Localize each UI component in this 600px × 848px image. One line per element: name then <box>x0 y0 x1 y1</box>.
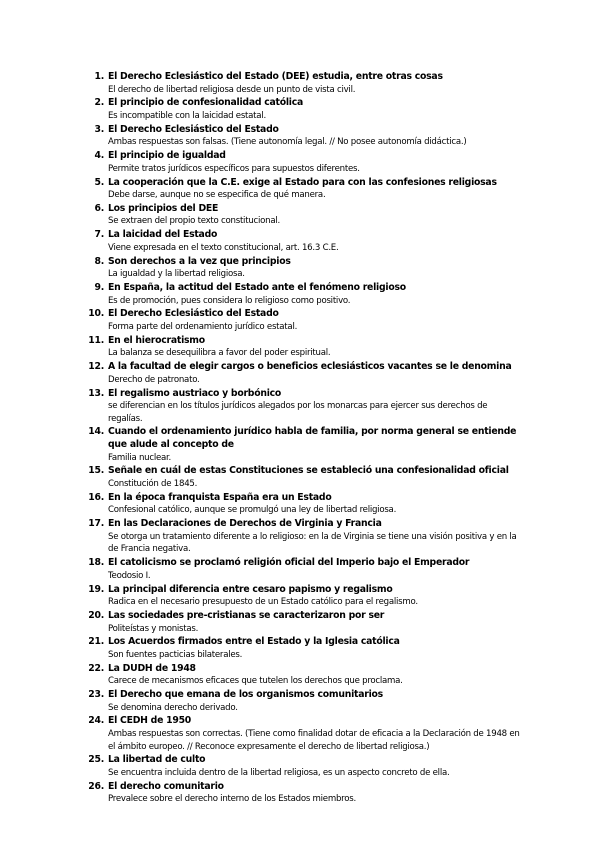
answer-text: Ambas respuestas son correctas. (Tiene como finalidad dotar de eficacia a la Declaración de 1948 en el ámbito europeo. // Reconoce expresamente el derecho de libertad religiosa.) <box>108 729 520 752</box>
answer-text: Se encuentra incluida dentro de la libertad religiosa, es un aspecto concreto de ella. <box>108 767 450 778</box>
answer-text: Se extraen del propio texto constitucional. <box>108 216 280 227</box>
item-number: 7. <box>94 229 104 241</box>
item-number: 24. <box>88 715 104 727</box>
list-item <box>82 689 520 714</box>
list-item <box>82 388 520 426</box>
question-text: Cuando el ordenamiento jurídico habla de familia, por norma general se entiende que alude al concepto de <box>108 426 517 451</box>
answer-text: Viene expresada en el texto constitucional, art. 16.3 C.E. <box>108 242 339 253</box>
question-text: La DUDH de 1948 <box>108 662 196 674</box>
item-number: 18. <box>88 557 104 569</box>
item-number: 19. <box>88 583 104 595</box>
answer-text: Ambas respuestas son falsas. (Tiene autonomía legal. // No posee autonomía didáctica.) <box>108 137 467 148</box>
answer-text: se diferencian en los títulos jurídicos alegados por los monarcas para ejercer sus derechos de regalías. <box>108 401 488 424</box>
question-text: El principio de confesionalidad católica <box>108 97 304 109</box>
list-item <box>82 781 520 806</box>
answer-text: Derecho de patronato. <box>108 374 200 385</box>
item-number: 22. <box>88 662 104 674</box>
list-item <box>82 282 520 307</box>
question-text: En la época franquista España era un Estado <box>108 491 332 503</box>
list-item <box>82 518 520 556</box>
question-text: El Derecho Eclesiástico del Estado <box>108 123 279 135</box>
question-text: En el hierocratismo <box>108 334 205 346</box>
question-text: En España, la actitud del Estado ante el fenómeno religioso <box>108 282 406 293</box>
item-number: 20. <box>88 609 104 621</box>
list-item <box>82 203 520 228</box>
item-number: 15. <box>88 465 104 477</box>
answer-text: Familia nuclear. <box>108 452 171 463</box>
answer-text: Se otorga un tratamiento diferente a lo religioso: en la de Virginia se tiene una visión positiva y en la de Francia negativa. <box>108 531 517 555</box>
list-item <box>82 256 520 281</box>
item-number: 26. <box>88 780 104 792</box>
question-text: El principio de igualdad <box>108 150 226 162</box>
question-text: El regalismo austriaco y borbónico <box>108 387 282 399</box>
question-text: A la facultad de elegir cargos o beneficios eclesiásticos vacantes se le denomina <box>108 361 512 373</box>
question-text: El catolicismo se proclamó religión oficial del Imperio bajo el Emperador <box>108 557 470 569</box>
answer-text: Confesional católico, aunque se promulgó una ley de libertad religiosa. <box>108 505 397 516</box>
question-text: La libertad de culto <box>108 754 206 766</box>
answer-text: Carece de mecanismos eficaces que tutelen los derechos que proclama. <box>108 676 403 687</box>
question-text: Las sociedades pre-cristianas se caracterizaron por ser <box>108 609 385 621</box>
item-number: 5. <box>94 176 104 188</box>
item-number: 6. <box>94 202 104 214</box>
question-text: La principal diferencia entre cesaro papismo y regalismo <box>108 583 393 595</box>
list-item <box>82 610 520 635</box>
question-text: Los Acuerdos firmados entre el Estado y la Iglesia católica <box>108 636 400 648</box>
question-text: El Derecho Eclesiástico del Estado <box>108 308 279 320</box>
list-item <box>82 465 520 490</box>
item-number: 3. <box>94 123 104 135</box>
question-text: El Derecho que emana de los organismos comunitarios <box>108 689 383 701</box>
list-item <box>82 97 520 122</box>
list-item <box>82 71 520 96</box>
list-item <box>82 663 520 688</box>
answer-text: Teodosio I. <box>108 570 151 581</box>
question-text: El Derecho Eclesiástico del Estado (DEE) estudia, entre otras cosas <box>108 71 443 82</box>
question-text: El CEDH de 1950 <box>108 715 192 727</box>
question-answer-list <box>82 71 520 807</box>
answer-text: Debe darse, aunque no se especifica de qué manera. <box>108 190 326 201</box>
list-item <box>82 308 520 333</box>
item-number: 13. <box>88 387 104 399</box>
answer-text: Prevalece sobre el derecho interno de los Estados miembros. <box>108 794 356 805</box>
list-item <box>82 754 520 779</box>
answer-text: Constitución de 1845. <box>108 479 198 490</box>
item-number: 23. <box>88 689 104 701</box>
answer-text: El derecho de libertad religiosa desde un punto de vista civil. <box>108 84 356 95</box>
list-item <box>82 335 520 360</box>
list-item <box>82 150 520 175</box>
item-number: 17. <box>88 518 104 530</box>
list-item <box>82 124 520 149</box>
list-item <box>82 715 520 753</box>
item-number: 8. <box>94 255 104 267</box>
question-text: En las Declaraciones de Derechos de Virginia y Francia <box>108 518 382 530</box>
item-number: 2. <box>94 97 104 109</box>
question-text: La laicidad del Estado <box>108 229 218 241</box>
list-item <box>82 584 520 609</box>
question-text: Los principios del DEE <box>108 202 219 214</box>
item-number: 11. <box>88 334 104 346</box>
answer-text: Son fuentes pacticias bilaterales. <box>108 649 243 660</box>
list-item <box>82 229 520 254</box>
item-number: 1. <box>94 71 104 82</box>
answer-text: Se denomina derecho derivado. <box>108 702 238 713</box>
answer-text: Es incompatible con la laicidad estatal. <box>108 110 266 121</box>
answer-text: Politeístas y monistas. <box>108 623 199 634</box>
answer-text: Radica en el necesario presupuesto de un Estado católico para el regalismo. <box>108 597 418 608</box>
list-item <box>82 557 520 582</box>
item-number: 4. <box>94 150 104 162</box>
item-number: 9. <box>94 282 104 293</box>
item-number: 21. <box>88 636 104 648</box>
item-number: 10. <box>88 308 104 320</box>
answer-text: Forma parte del ordenamiento jurídico estatal. <box>108 321 298 332</box>
item-number: 25. <box>88 754 104 766</box>
question-text: La cooperación que la C.E. exige al Estado para con las confesiones religiosas <box>108 176 497 188</box>
list-item <box>82 361 520 386</box>
item-number: 12. <box>88 361 104 373</box>
question-text: El derecho comunitario <box>108 780 224 792</box>
list-item <box>82 492 520 517</box>
answer-text: La igualdad y la libertad religiosa. <box>108 269 245 280</box>
answer-text: Es de promoción, pues considera lo religioso como positivo. <box>108 295 351 306</box>
answer-text: La balanza se desequilibra a favor del poder espiritual. <box>108 348 331 359</box>
question-text: Son derechos a la vez que principios <box>108 255 291 267</box>
list-item <box>82 636 520 661</box>
answer-text: Permite tratos jurídicos específicos para supuestos diferentes. <box>108 163 360 174</box>
question-text: Señale en cuál de estas Constituciones se estableció una confesionalidad oficial <box>108 465 509 477</box>
list-item <box>82 177 520 202</box>
item-number: 16. <box>88 491 104 503</box>
item-number: 14. <box>88 426 104 438</box>
list-item <box>82 426 520 464</box>
